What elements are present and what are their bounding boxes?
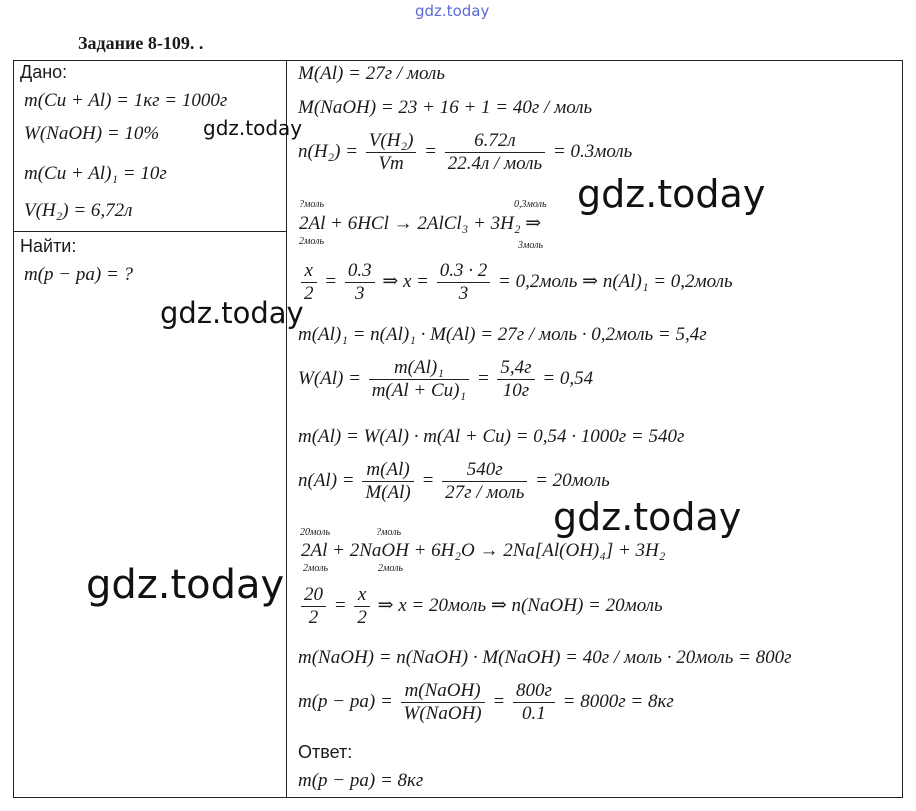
fraction xyxy=(345,260,375,305)
fraction xyxy=(437,260,491,305)
column-divider xyxy=(286,60,287,798)
mole-note: 20моль xyxy=(300,527,331,538)
solution-line-fraction xyxy=(298,260,733,305)
denominator: 0.1 xyxy=(522,703,546,724)
solution-line-fraction xyxy=(298,584,663,629)
fraction xyxy=(445,130,545,175)
numerator: 6.72л xyxy=(445,130,545,153)
fraction xyxy=(401,680,485,725)
denominator: M(Al) xyxy=(365,482,411,503)
given-line: W(NaOH) = 10% xyxy=(24,123,160,144)
given-line: m(Cu + Al)₁ = 10г xyxy=(24,163,167,184)
given-line: m(Cu + Al) = 1кг = 1000г xyxy=(24,90,228,111)
expr: = 0,2моль ⇒ n(Al)₁ = 0,2моль xyxy=(498,270,733,292)
mole-note: 2моль xyxy=(299,236,325,247)
answer-label: Ответ: xyxy=(298,742,353,762)
numerator: 5,4г xyxy=(497,357,534,380)
fraction xyxy=(366,130,417,175)
numerator: x xyxy=(354,584,370,607)
expr: W(Al) = xyxy=(298,367,361,389)
expr: n(H₂) = xyxy=(298,140,359,162)
mole-note: 0,3моль xyxy=(514,199,547,210)
watermark: gdz.today xyxy=(203,116,303,140)
denominator: 2 xyxy=(308,607,319,628)
denominator: 27г / моль xyxy=(445,482,525,503)
watermark: gdz.today xyxy=(577,172,766,216)
watermark-top: gdz.today xyxy=(415,2,490,20)
denominator: m(Al + Cu)₁ xyxy=(371,380,467,401)
denominator: Vm xyxy=(378,153,404,174)
expr: = xyxy=(476,367,490,389)
watermark: gdz.today xyxy=(553,495,742,539)
denominator: 10г xyxy=(502,380,530,401)
numerator: 0.3 xyxy=(345,260,375,283)
numerator: V(H₂) xyxy=(366,130,417,153)
numerator: 20 xyxy=(301,584,326,607)
denominator: 2 xyxy=(304,283,314,304)
expr: = 20моль xyxy=(535,469,610,491)
fraction xyxy=(362,459,413,504)
solution-line: M(NaOH) = 23 + 16 + 1 = 40г / моль xyxy=(298,97,593,118)
given-line: V(H₂) = 6,72л xyxy=(24,200,133,221)
solution-line-fraction xyxy=(298,680,674,725)
solution-line: m(Al)₁ = n(Al)₁ · M(Al) = 27г / моль · 0,2моль = 5,4г xyxy=(298,324,707,345)
expr: ⇒ x = xyxy=(382,270,430,292)
numerator: 800г xyxy=(513,680,555,703)
expr: m(p − pa) = xyxy=(298,690,393,712)
expr: = xyxy=(324,270,338,292)
fraction xyxy=(354,584,370,629)
numerator: m(NaOH) xyxy=(401,680,485,703)
mole-note: 2моль xyxy=(303,563,329,574)
denominator: 2 xyxy=(357,607,367,628)
expr: = xyxy=(492,690,506,712)
numerator: 540г xyxy=(442,459,527,482)
expr: = 8000г = 8кг xyxy=(562,690,674,712)
given-find-divider xyxy=(13,231,287,232)
reaction-equation: 2Al + 2NaOH + 6H₂O → 2Na[Al(OH)₄] + 3H₂ xyxy=(301,540,666,561)
find-label: Найти: xyxy=(20,236,77,256)
denominator: 22.4л / моль xyxy=(447,153,543,174)
mole-note: ?моль xyxy=(376,527,402,538)
numerator: x xyxy=(301,260,317,283)
solution-line-fraction xyxy=(298,130,632,175)
fraction xyxy=(497,357,534,402)
expr: = xyxy=(424,140,437,162)
numerator: m(Al) xyxy=(362,459,413,482)
mole-note: 2моль xyxy=(378,563,404,574)
fraction xyxy=(442,459,527,504)
mole-note: 3моль xyxy=(518,240,544,251)
given-label: Дано: xyxy=(20,62,68,82)
solution-line: m(Al) = W(Al) · m(Al + Cu) = 0,54 · 1000г = 540г xyxy=(298,426,685,447)
expr: ⇒ x = 20моль ⇒ n(NaOH) = 20моль xyxy=(377,594,663,616)
find-line: m(p − pa) = ? xyxy=(24,264,134,285)
solution-line: M(Al) = 27г / моль xyxy=(298,63,445,84)
expr: = xyxy=(333,594,347,616)
denominator: 3 xyxy=(354,283,365,304)
denominator: 3 xyxy=(458,283,469,304)
numerator: 0.3 · 2 xyxy=(437,260,491,283)
mole-note: ?моль xyxy=(299,199,325,210)
expr: = xyxy=(421,469,435,491)
denominator: W(NaOH) xyxy=(403,703,482,724)
watermark: gdz.today xyxy=(160,296,304,330)
solution-line-fraction xyxy=(298,357,593,402)
task-title: Задание 8-109. . xyxy=(78,33,204,53)
answer-line: m(p − pa) = 8кг xyxy=(298,770,424,791)
watermark: gdz.today xyxy=(86,562,285,608)
solution-line: m(NaOH) = n(NaOH) · M(NaOH) = 40г / моль · 20моль = 800г xyxy=(298,647,792,668)
reaction-equation: 2Al + 6HCl → 2AlCl₃ + 3H₂ ⇒ xyxy=(299,213,542,234)
fraction xyxy=(369,357,469,402)
fraction xyxy=(301,584,326,629)
expr: n(Al) = xyxy=(298,469,355,491)
expr: = 0,54 xyxy=(542,367,594,389)
fraction xyxy=(513,680,555,725)
numerator: m(Al)₁ xyxy=(369,357,469,380)
expr: = 0.3моль xyxy=(552,140,633,162)
